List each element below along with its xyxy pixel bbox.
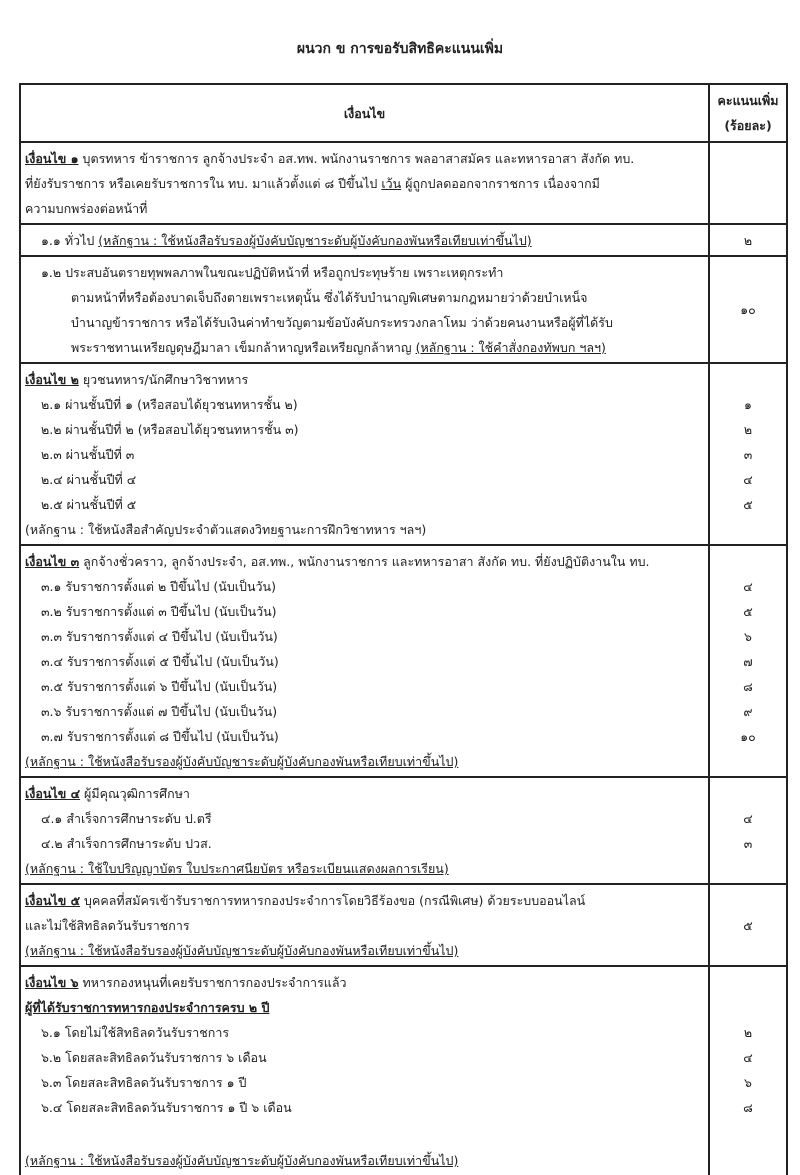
condition-line [25,599,704,624]
condition-text: บุตรทหาร ข้าราชการ ลูกจ้างประจำ อส.ทพ. พนักงานราชการ พลอาสาสมัคร และทหารอาสา สังกัด ทบ. [78,151,635,166]
score-value: ๑ [744,397,752,412]
condition-line [25,517,704,542]
condition-text: (หลักฐาน : ใช้หนังสือรับรองผู้บังคับบัญชาระดับผู้บังคับกองพันหรือเทียบเท่าขึ้นไป) [25,943,459,958]
condition-text: ๒.๒ ผ่านชั้นปีที่ ๒ (หรือสอบได้ยุวชนทหารชั้น ๓) [41,422,299,437]
condition-line [25,913,704,938]
score-cell [710,885,786,965]
condition-text: ๓.๑ รับราชการตั้งแต่ ๒ ปีขึ้นไป (นับเป็นวัน) [41,579,276,594]
condition-text: ๑.๑ ทั่วไป [41,233,99,248]
score-cell [710,257,786,362]
condition-row [21,364,786,546]
condition-line [25,260,704,285]
condition-row [21,546,786,778]
condition-line [25,749,704,774]
score-value: ๗ [743,654,753,669]
score-value: ๘ [743,679,753,694]
condition-line [25,649,704,674]
score-value: ๑๐ [740,302,756,317]
condition-line [25,856,704,881]
score-value: ๔ [743,1050,753,1065]
condition-line [25,995,704,1020]
condition-text: (หลักฐาน : ใช้คำสั่งกองทัพบก ฯลฯ) [415,340,606,355]
score-value: ๙ [743,704,753,719]
score-value: ๓ [743,447,753,462]
condition-text: ๓.๓ รับราชการตั้งแต่ ๔ ปีขึ้นไป (นับเป็นวัน) [41,629,278,644]
condition-label: เงื่อนไข ๓ [25,554,80,569]
condition-row [21,885,786,967]
table-header-row [21,85,786,143]
score-value: ๖ [744,629,752,644]
condition-text: ๔.๑ สำเร็จการศึกษาระดับ ป.ตรี [41,811,212,826]
score-header-line1: คะแนนเพิ่ม [717,93,779,108]
score-value: ๑๐ [740,729,756,744]
condition-line [25,724,704,749]
condition-cell [21,967,710,1175]
condition-text: ๒.๓ ผ่านชั้นปีที่ ๓ [41,447,135,462]
condition-row [21,143,786,225]
score-value: ๕ [743,497,753,512]
condition-text: ทหารกองหนุนที่เคยรับราชการกองประจำการแล้ว [78,975,347,990]
condition-row [21,225,786,257]
score-value: ๕ [743,917,753,933]
score-value [710,995,786,1020]
score-value: ๒ [743,1025,753,1040]
condition-row [21,967,786,1175]
score-value: ๘ [743,1100,753,1115]
condition-line [25,392,704,417]
condition-line [25,228,704,253]
score-value [710,549,786,574]
condition-line [25,285,704,310]
condition-line [25,938,704,963]
condition-text: ๓.๒ รับราชการตั้งแต่ ๓ ปีขึ้นไป (นับเป็นวัน) [41,604,277,619]
condition-line [25,310,704,335]
spacer [25,1120,704,1148]
score-header-line2: (ร้อยละ) [724,118,772,133]
condition-text: ๓.๕ รับราชการตั้งแต่ ๖ ปีขึ้นไป (นับเป็นวัน) [41,679,278,694]
condition-line [25,1020,704,1045]
score-value: ๒ [743,233,753,248]
score-value [710,517,786,542]
condition-line [25,806,704,831]
condition-text: ผู้มีคุณวุฒิการศึกษา [80,786,190,801]
score-cell [710,778,786,883]
condition-cell [21,225,710,255]
condition-label: เงื่อนไข ๔ [25,786,81,801]
condition-text: ๓.๔ รับราชการตั้งแต่ ๕ ปีขึ้นไป (นับเป็นวัน) [41,654,279,669]
score-value: ๒ [743,422,753,437]
score-value: ๔ [743,811,753,826]
score-value [710,970,786,995]
condition-text: ๒.๕ ผ่านชั้นปีที่ ๕ [41,497,137,512]
score-cell [710,967,786,1175]
condition-text: ๒.๑ ผ่านชั้นปีที่ ๑ (หรือสอบได้ยุวชนทหารชั้น ๒) [41,397,298,412]
spacer [710,1120,786,1148]
condition-label: เงื่อนไข ๖ [25,975,79,990]
score-value [710,1148,786,1173]
condition-line [25,781,704,806]
condition-cell [21,364,710,544]
condition-text: ๖.๔ โดยสละสิทธิลดวันรับราชการ ๑ ปี ๖ เดือน [41,1100,292,1115]
condition-line [25,367,704,392]
condition-text: ผู้ถูกปลดออกจากราชการ เนื่องจากมี [401,176,600,191]
condition-cell [21,885,710,965]
condition-text: ๓.๖ รับราชการตั้งแต่ ๗ ปีขึ้นไป (นับเป็นวัน) [41,704,278,719]
condition-line [25,549,704,574]
score-value: ๔ [743,579,753,594]
condition-line [25,624,704,649]
condition-label: เงื่อนไข ๑ [25,151,79,166]
condition-label: เงื่อนไข ๒ [25,372,79,387]
condition-text: ๒.๔ ผ่านชั้นปีที่ ๔ [41,472,137,487]
condition-line [25,1148,704,1173]
condition-label: เงื่อนไข ๕ [25,893,81,908]
condition-column-header: เงื่อนไข [21,85,710,141]
condition-line [25,888,704,913]
condition-text: (หลักฐาน : ใช้หนังสือรับรองผู้บังคับบัญชาระดับผู้บังคับกองพันหรือเทียบเท่าขึ้นไป) [98,233,532,248]
condition-text: ๓.๗ รับราชการตั้งแต่ ๘ ปีขึ้นไป (นับเป็นวัน) [41,729,279,744]
condition-line [25,831,704,856]
condition-text: ๖.๓ โดยสละสิทธิลดวันรับราชการ ๑ ปี [41,1075,247,1090]
condition-line [25,335,704,360]
condition-cell [21,143,710,223]
score-value [710,367,786,392]
condition-text: (หลักฐาน : ใช้หนังสือรับรองผู้บังคับบัญชาระดับผู้บังคับกองพันหรือเทียบเท่าขึ้นไป) [25,754,459,769]
condition-text: ๖.๒ โดยสละสิทธิลดวันรับราชการ ๖ เดือน [41,1050,267,1065]
condition-line [25,442,704,467]
score-value: ๕ [743,604,753,619]
condition-line [25,574,704,599]
score-value: ๓ [743,836,753,851]
condition-line [25,417,704,442]
condition-line [25,492,704,517]
condition-line [25,1095,704,1120]
condition-text: ตามหน้าที่หรือต้องบาดเจ็บถึงตายเพราะเหตุนั้น ซึ่งได้รับบำนาญพิเศษตามกฎหมายว่าด้วยบำเหน็จ [71,290,588,305]
condition-line [25,699,704,724]
condition-text: (หลักฐาน : ใช้หนังสือสำคัญประจำตัวแสดงวิทยฐานะการฝึกวิชาทหาร ฯลฯ) [25,522,427,537]
score-value: ๖ [744,1075,752,1090]
condition-text: ที่ยังรับราชการ หรือเคยรับราชการใน ทบ. มาแล้วตั้งแต่ ๘ ปีขึ้นไป [25,176,382,191]
condition-text: ๑.๒ ประสบอันตรายทุพพลภาพในขณะปฏิบัติหน้าที่ หรือถูกประทุษร้าย เพราะเหตุกระทำ [41,265,504,280]
condition-cell [21,778,710,883]
condition-cell [21,546,710,776]
condition-line [25,1045,704,1070]
condition-line [25,467,704,492]
condition-line [25,146,704,171]
score-value: ๔ [743,472,753,487]
condition-cell [21,257,710,362]
condition-row [21,257,786,364]
condition-text: ๔.๒ สำเร็จการศึกษาระดับ ปวส. [41,836,212,851]
score-cell [710,225,786,255]
score-value [710,781,786,806]
condition-line [25,970,704,995]
condition-text: (หลักฐาน : ใช้หนังสือรับรองผู้บังคับบัญชาระดับผู้บังคับกองพันหรือเทียบเท่าขึ้นไป) [25,1153,459,1168]
condition-text: (หลักฐาน : ใช้ใบปริญญาบัตร ใบประกาศนียบัตร หรือระเบียนแสดงผลการเรียน) [25,861,449,876]
condition-line [25,171,704,196]
score-cell [710,546,786,776]
bonus-score-table [19,83,788,1175]
score-column-header [710,85,786,141]
condition-text: ลูกจ้างชั่วคราว, ลูกจ้างประจำ, อส.ทพ., พนักงานราชการ และทหารอาสา สังกัด ทบ. ที่ยังปฏิบัติงานใน ทบ. [79,554,650,569]
condition-line [25,674,704,699]
condition-row [21,778,786,885]
score-cell [710,364,786,544]
score-value [710,749,786,774]
condition-text: บุคคลที่สมัครเข้ารับราชการทหารกองประจำการโดยวิธีร้องขอ (กรณีพิเศษ) ด้วยระบบออนไลน์ [80,893,586,908]
condition-text: ยุวชนทหาร/นักศึกษาวิชาทหาร [78,372,249,387]
score-cell [710,143,786,223]
condition-text: ๖.๑ โดยไม่ใช้สิทธิลดวันรับราชการ [41,1025,230,1040]
condition-line [25,1070,704,1095]
condition-text: พระราชทานเหรียญดุษฎีมาลา เข็มกล้าหาญหรือเหรียญกล้าหาญ [71,340,416,355]
condition-text: ความบกพร่องต่อหน้าที่ [25,201,148,216]
page-title: ผนวก ข การขอรับสิทธิคะแนนเพิ่ม [296,41,504,57]
condition-text: และไม่ใช้สิทธิลดวันรับราชการ [25,918,190,933]
condition-label: ผู้ที่ได้รับราชการทหารกองประจำการครบ ๒ ปี [25,1000,270,1015]
score-value [710,856,786,881]
condition-text: บำนาญข้าราชการ หรือได้รับเงินค่าทำขวัญตามข้อบังคับกระทรวงกลาโหม ว่าด้วยคนงานหรือผู้ที่ได้รับ [71,315,613,330]
condition-text: เว้น [381,176,402,191]
condition-line [25,196,704,221]
